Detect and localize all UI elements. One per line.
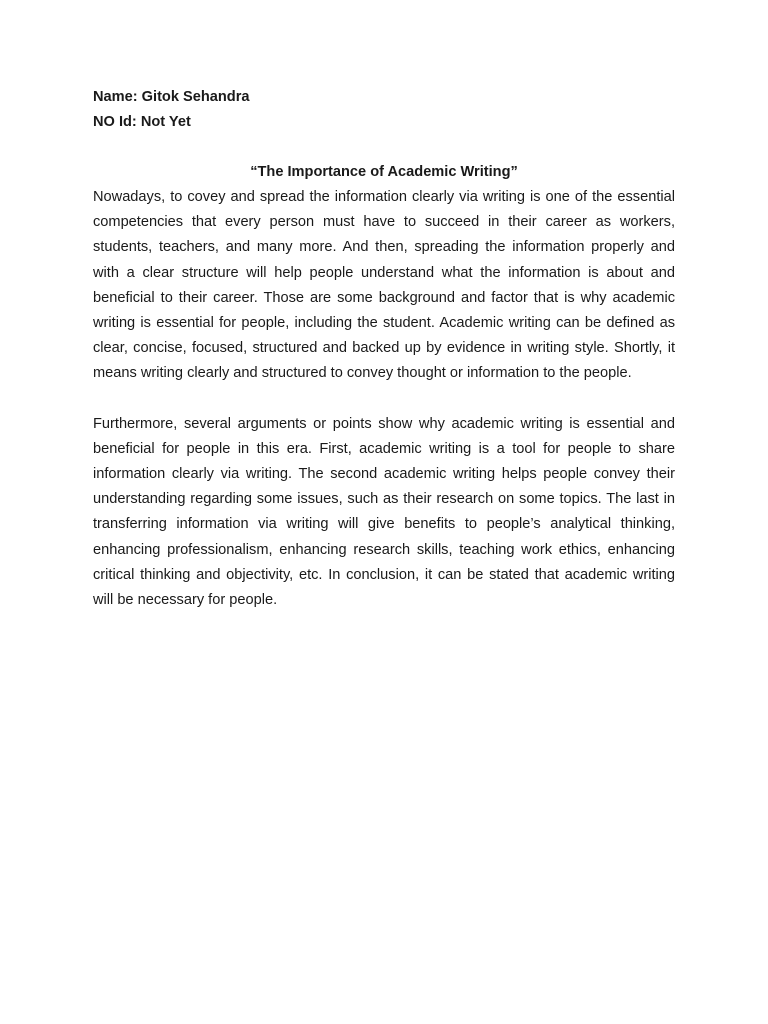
author-name-line: Name: Gitok Sehandra <box>93 89 250 105</box>
document-body <box>93 85 675 613</box>
paragraph-2: Furthermore, several arguments or points show why academic writing is essential and beneficial for people in this era. First, academic writing is a tool for people to share information clearly via writing. The second academic writing helps people convey their understanding regarding some issues, such as their research on some topics. The last in transferring information via writing will give benefits to people’s analytical thinking, enhancing professionalism, enhancing research skills, teaching work ethics, enhancing critical thinking and objectivity, etc. In conclusion, it can be stated that academic writing will be necessary for people. <box>93 415 675 609</box>
student-id-line: NO Id: Not Yet <box>93 114 191 130</box>
paragraph-1: Nowadays, to covey and spread the information clearly via writing is one of the essential competencies that every person must have to succeed in their career as workers, students, teachers, and many more. And then, spreading the information properly and with a clear structure will help people understand what the information is about and beneficial to their career. Those are some background and factor that is why academic writing is essential for people, including the student. Academic writing can be defined as clear, concise, focused, structured and backed up by evidence in writing style. Shortly, it means writing clearly and structured to convey thought or information to the people. <box>93 189 675 382</box>
document-title: “The Importance of Academic Writing” <box>250 164 518 180</box>
